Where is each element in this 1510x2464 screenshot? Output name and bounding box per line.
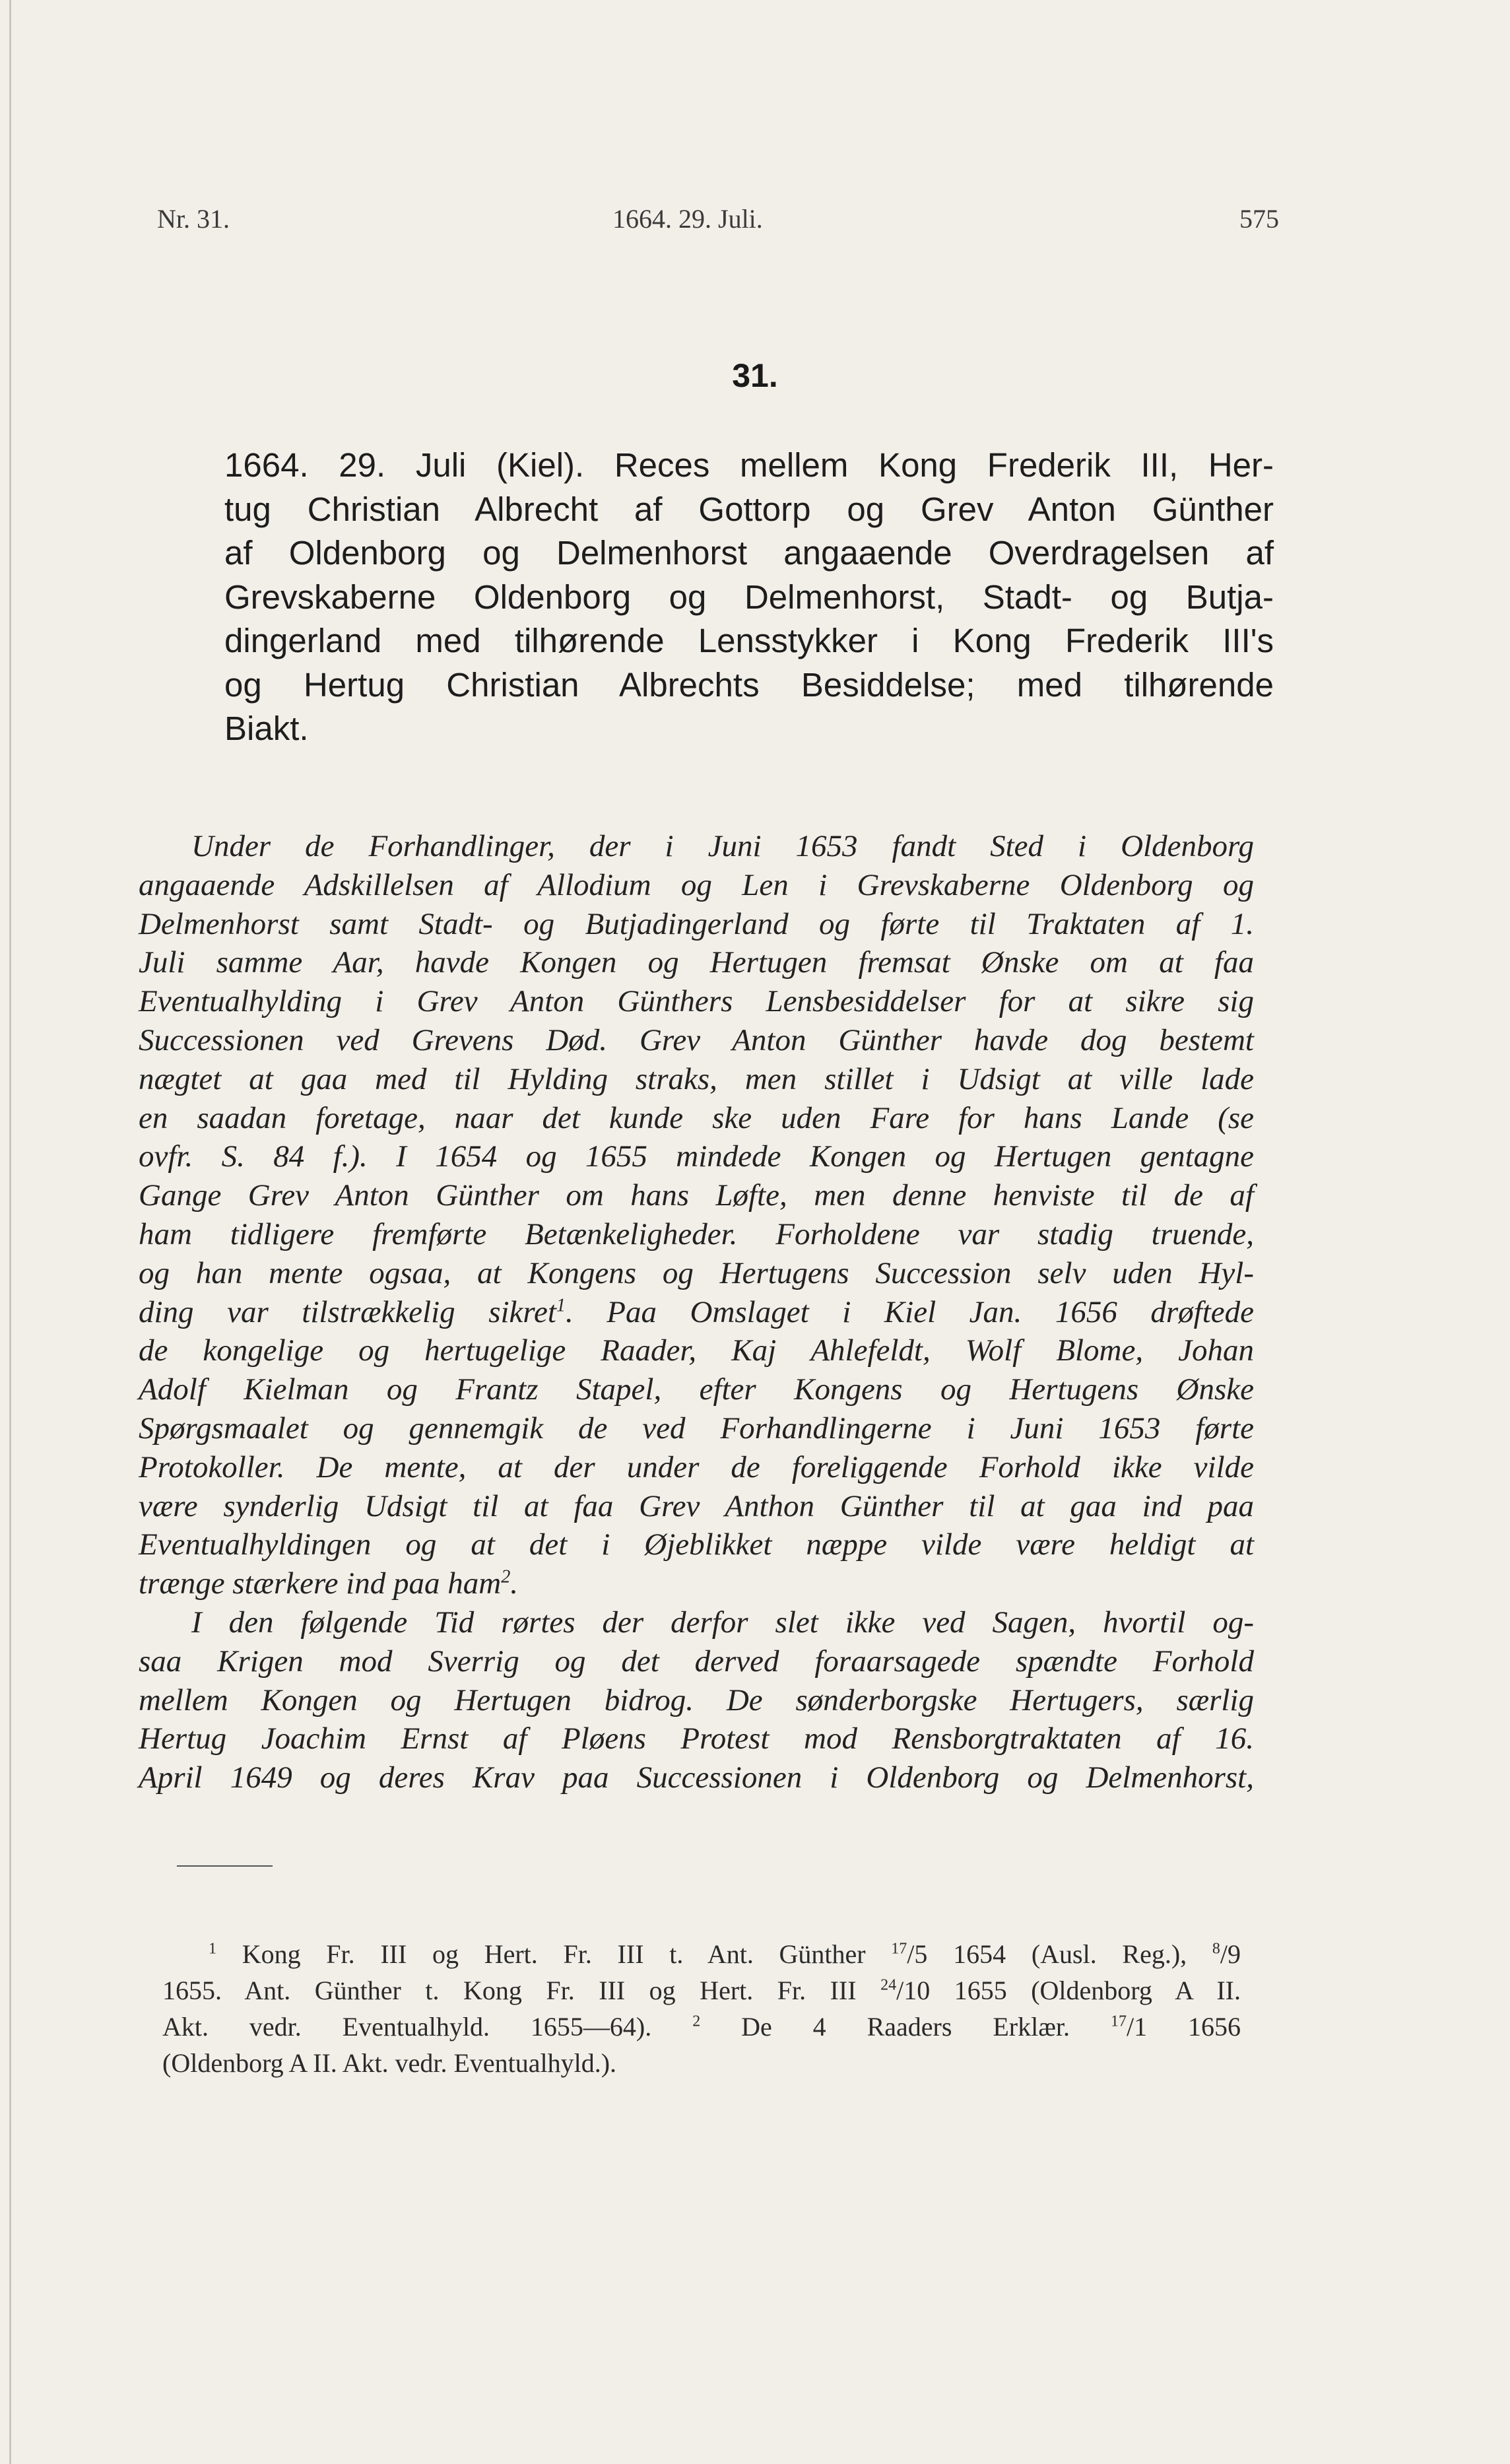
- footnote-line: 1655. Ant. Günther t. Kong Fr. III og Hert. Fr. III $^{24}$/10 1655 (Oldenborg A II.: [162, 1976, 1241, 2005]
- heading-line: og Hertug Christian Albrechts Besiddelse; med tilhørende: [224, 665, 1274, 704]
- intro-line: [139, 1293, 1254, 1332]
- fraction-numerator: 17: [1110, 2013, 1127, 2030]
- intro-line: Successionen ved Grevens Død. Grev Anton Günther havde dog bestemt: [139, 1022, 1254, 1057]
- intro-line: Gange Grev Anton Günther om hans Løfte, men denne henviste til de af: [139, 1178, 1254, 1213]
- running-head: [157, 203, 1279, 243]
- intro-line: nægtet at gaa med til Hylding straks, men stillet i Udsigt at ville lade: [139, 1061, 1254, 1096]
- fraction-denominator: 5: [914, 1939, 928, 1969]
- intro-line: Hertug Joachim Ernst af Pløens Protest mod Rensborgtraktaten af 16.: [139, 1721, 1254, 1756]
- intro-line: Spørgsmaalet og gennemgik de ved Forhandlingerne i Juni 1653 førte: [139, 1411, 1254, 1446]
- introduction-text: [139, 827, 1254, 1797]
- intro-line: Eventualhyldingen og at det i Øjeblikket næppe vilde være heldigt at: [139, 1527, 1254, 1562]
- footnote-text: 1654 (Ausl. Reg.),: [927, 1939, 1212, 1969]
- intro-line: Protokoller. De mente, at der under de foreliggende Forhold ikke vilde: [139, 1449, 1254, 1484]
- fraction-denominator: 10: [903, 1976, 931, 2005]
- heading-line: dingerland med tilhørende Lensstykker i Kong Frederik III's: [224, 622, 1274, 659]
- heading-line: tug Christian Albrecht af Gottorp og Grev Anton Günther: [224, 490, 1274, 528]
- footnote-text: 1655. Ant. Günther t. Kong Fr. III og Hert. Fr. III: [162, 1976, 881, 2005]
- fraction-denominator: 1: [1134, 2012, 1148, 2042]
- intro-line: I den følgende Tid rørtes der derfor slet ikke ved Sagen, hvortil og-: [191, 1605, 1254, 1640]
- intro-line-text: ding var tilstrækkelig sikret: [139, 1294, 556, 1329]
- heading-line: Biakt.: [224, 710, 309, 747]
- footnote-separator: [177, 1865, 273, 1867]
- intro-line-text: trænge stærkere ind paa ham: [139, 1566, 502, 1601]
- footnote-line: Akt. vedr. Eventualhyld. 1655—64). $^2$ De 4 Raaders Erklær. $^{17}$/1 1656: [162, 2012, 1241, 2042]
- intro-line: Delmenhorst samt Stadt- og Butjadingerland og førte til Traktaten af 1.: [139, 906, 1254, 941]
- intro-line-text: .: [510, 1566, 519, 1601]
- fraction-numerator: 17: [891, 1940, 907, 1958]
- footnote-marker-1: 1: [209, 1940, 216, 1958]
- intro-line: være synderlig Udsigt til at faa Grev Anthon Günther til at gaa ind paa: [139, 1488, 1254, 1523]
- running-head-document-number: Nr. 31.: [157, 204, 230, 234]
- intro-line: April 1649 og deres Krav paa Successionen i Oldenborg og Delmenhorst,: [139, 1760, 1254, 1795]
- document-heading: [224, 444, 1274, 751]
- footnotes: [162, 1936, 1241, 2081]
- footnote-text: Kong Fr. III og Hert. Fr. III t. Ant. Günther: [242, 1939, 892, 1969]
- page-number: 575: [1239, 204, 1279, 234]
- footnote-line: $^1$ Kong Fr. III og Hert. Fr. III t. Ant. Günther $^{17}$/5 1654 (Ausl. Reg.), $^8$/9: [209, 1939, 1241, 1969]
- footnote-text: De 4 Raaders Erklær.: [700, 2012, 1111, 2042]
- intro-line: Adolf Kielman og Frantz Stapel, efter Kongens og Hertugens Ønske: [139, 1372, 1254, 1407]
- running-head-date: 1664. 29. Juli.: [612, 204, 763, 234]
- footnote-text: Akt. vedr. Eventualhyld. 1655—64).: [162, 2012, 652, 2042]
- fraction-numerator: 8: [1212, 1940, 1220, 1958]
- document-number: 31.: [732, 357, 778, 394]
- fraction-numerator: 24: [880, 1976, 897, 1994]
- intro-line: angaaende Adskillelsen af Allodium og Len i Grevskaberne Oldenborg og: [139, 867, 1254, 902]
- intro-line: og han mente ogsaa, at Kongens og Hertugens Succession selv uden Hyl-: [139, 1255, 1254, 1290]
- intro-line: mellem Kongen og Hertugen bidrog. De sønderborgske Hertugers, særlig: [139, 1682, 1254, 1717]
- intro-line: de kongelige og hertugelige Raader, Kaj Ahlefeldt, Wolf Blome, Johan: [139, 1333, 1254, 1368]
- intro-line: Eventualhylding i Grev Anton Günthers Lensbesiddelser for at sikre sig: [139, 984, 1254, 1019]
- footnote-text: 1656: [1147, 2012, 1241, 2042]
- intro-line: ham tidligere fremførte Betænkeligheder. Forholdene var stadig truende,: [139, 1216, 1254, 1251]
- intro-line: saa Krigen mod Sverrig og det derved foraarsagede spændte Forhold: [139, 1644, 1254, 1679]
- footnote-reference-1: 1: [556, 1294, 566, 1315]
- intro-line: [139, 1564, 1254, 1603]
- intro-line-text: . Paa Omslaget i Kiel Jan. 1656 drøftede: [565, 1294, 1254, 1329]
- fraction-denominator: 9: [1228, 1939, 1241, 1969]
- heading-line: af Oldenborg og Delmenhorst angaaende Overdragelsen af: [224, 534, 1274, 572]
- footnote-reference-2: 2: [501, 1566, 511, 1587]
- footnote-text: 1655 (Oldenborg A II.: [930, 1976, 1241, 2005]
- heading-line: 1664. 29. Juli (Kiel). Reces mellem Kong Frederik III, Her-: [224, 446, 1274, 484]
- heading-line: Grevskaberne Oldenborg og Delmenhorst, Stadt- og Butja-: [224, 578, 1274, 616]
- footnote-marker-2: 2: [692, 2013, 701, 2030]
- intro-line: en saadan foretage, naar det kunde ske uden Fare for hans Lande (se: [139, 1100, 1254, 1135]
- intro-line: Juli samme Aar, havde Kongen og Hertugen fremsat Ønske om at faa: [139, 945, 1254, 980]
- footnote-line: (Oldenborg A II. Akt. vedr. Eventualhyld.).: [162, 2048, 617, 2078]
- intro-line: ovfr. S. 84 f.). I 1654 og 1655 mindede Kongen og Hertugen gentagne: [139, 1139, 1254, 1174]
- intro-line: Under de Forhandlinger, der i Juni 1653 fandt Sted i Oldenborg: [191, 829, 1254, 863]
